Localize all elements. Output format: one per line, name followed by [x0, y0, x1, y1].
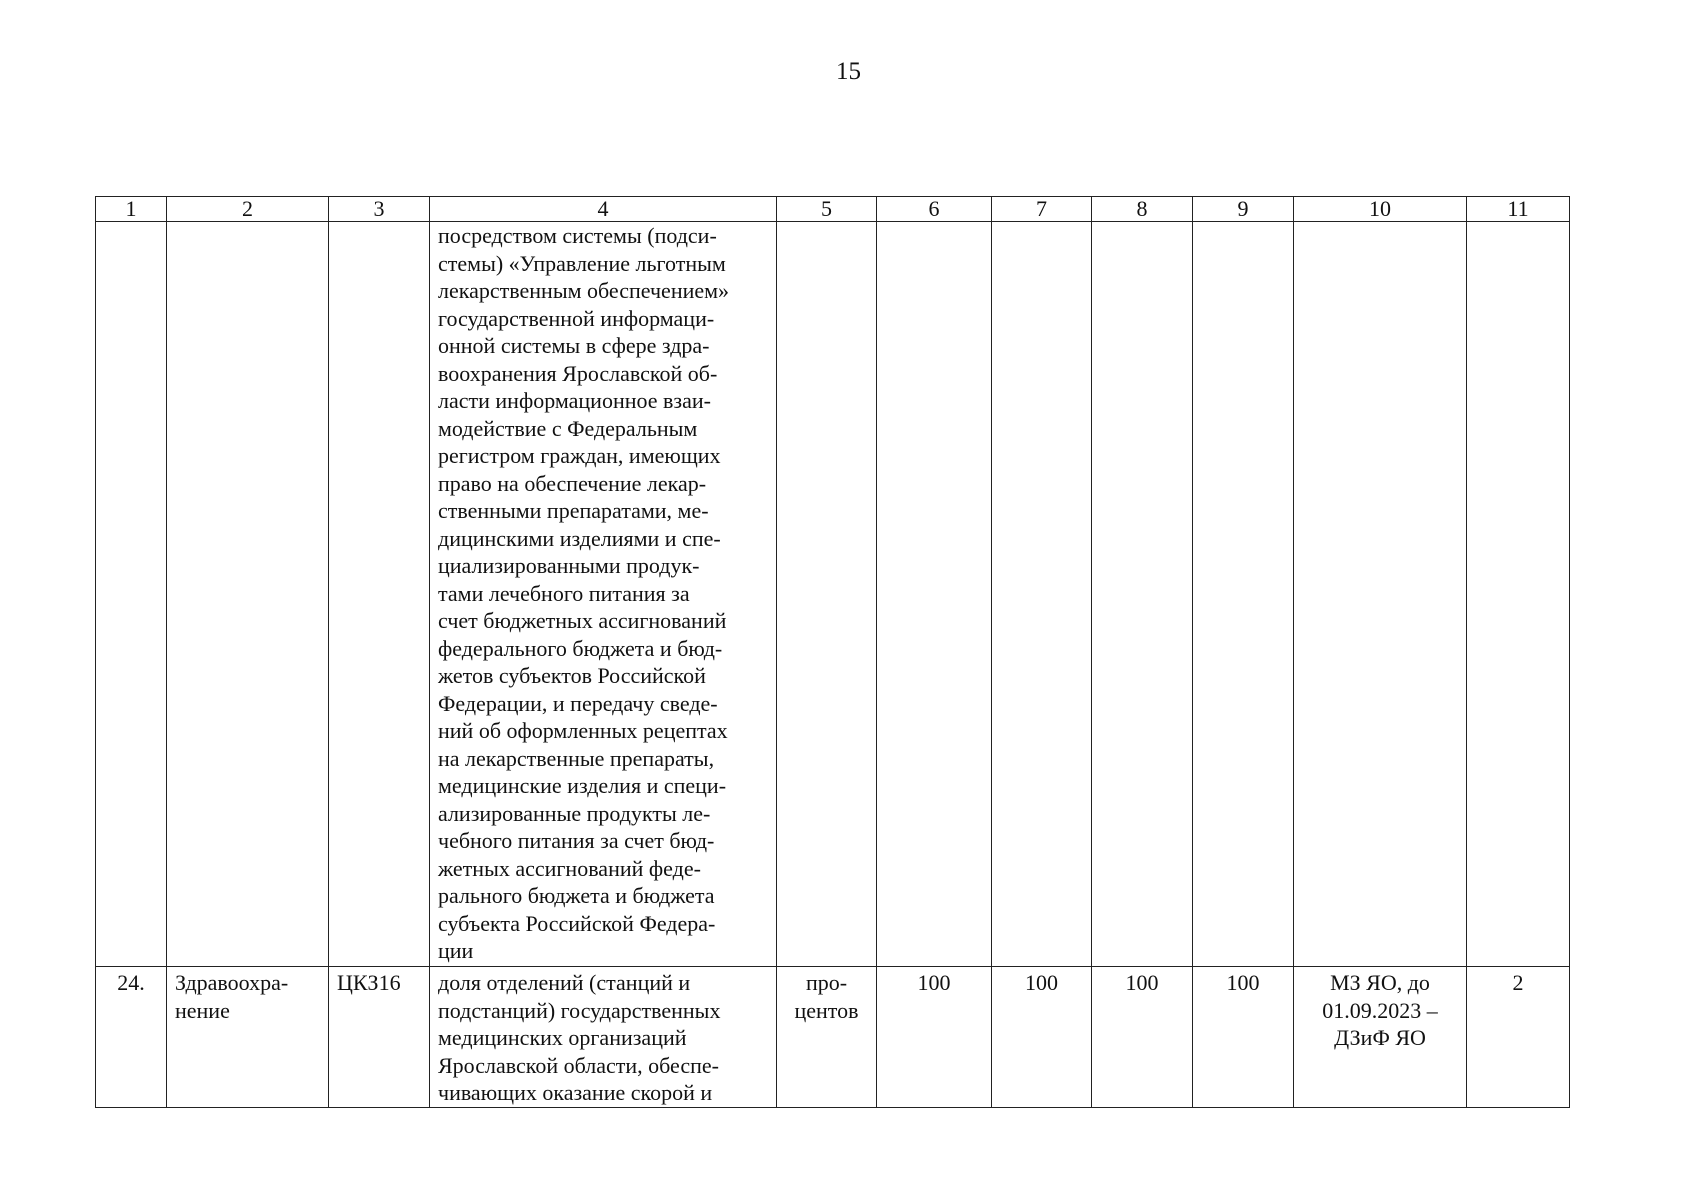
text-line: ний об оформленных рецептах	[438, 718, 728, 743]
header-cell: 2	[167, 197, 329, 222]
text-line: Здравоохра-	[175, 970, 289, 995]
text-line: циализированными продук-	[438, 553, 700, 578]
table-cell	[96, 222, 167, 967]
header-cell: 10	[1294, 197, 1467, 222]
text-line: жетных ассигнований феде-	[438, 855, 701, 881]
header-cell: 1	[96, 197, 167, 222]
header-cell: 7	[992, 197, 1092, 222]
table-row-24	[96, 967, 1570, 1108]
header-cell: 9	[1193, 197, 1294, 222]
table-cell	[1092, 222, 1193, 967]
text-line: стемы) «Управление льготным	[438, 250, 726, 276]
indicator-description-continued	[430, 222, 777, 967]
header-cell: 5	[777, 197, 877, 222]
sector-cell	[167, 967, 329, 1108]
text-line: жетов субъектов Российской	[438, 663, 706, 688]
text-line: чивающих оказание скорой и	[438, 1080, 713, 1105]
value-cell: 2	[1467, 967, 1570, 1108]
text-line: Федерации, и передачу сведе-	[438, 690, 718, 716]
text-line: доля отделений (станций и	[438, 970, 691, 995]
text-line: воохранения Ярославской об-	[438, 360, 718, 386]
value-cell: 100	[992, 967, 1092, 1108]
indicator-description	[430, 967, 777, 1108]
text-line: на лекарственные препараты,	[438, 745, 715, 771]
text-line: посредством системы (подси-	[438, 223, 717, 248]
table-row-continuation	[96, 222, 1570, 967]
text-line: дицинскими изделиями и спе-	[438, 525, 721, 551]
text-line: ласти информационное взаи-	[438, 388, 711, 413]
text-line: медицинских организаций	[438, 1025, 687, 1050]
text-line: подстанций) государственных	[438, 997, 721, 1023]
indicators-table	[95, 196, 1570, 1108]
header-cell: 3	[329, 197, 430, 222]
text-line: центов	[794, 997, 859, 1023]
text-line: модействие с Федеральным	[438, 415, 698, 441]
text-line: нение	[175, 997, 230, 1023]
table-cell	[167, 222, 329, 967]
text-line: рального бюджета и бюджета	[438, 883, 715, 908]
text-line: субъекта Российской Федера-	[438, 910, 716, 936]
text-line: медицинские изделия и специ-	[438, 773, 727, 798]
text-line: лекарственным обеспечением»	[438, 278, 730, 303]
table-cell	[777, 222, 877, 967]
responsible-cell	[1294, 967, 1467, 1108]
text-line: Ярославской области, обеспе-	[438, 1052, 719, 1078]
text-line: чебного питания за счет бюд-	[438, 828, 715, 853]
text-line: ализированные продукты ле-	[438, 800, 711, 826]
header-cell: 4	[430, 197, 777, 222]
text-line: федерального бюджета и бюд-	[438, 635, 723, 661]
text-line: 01.09.2023 –	[1322, 997, 1438, 1023]
text-line: онной системы в сфере здра-	[438, 333, 710, 358]
text-line: тами лечебного питания за	[438, 580, 690, 606]
value-cell: 100	[1092, 967, 1193, 1108]
text-line: ственными препаратами, ме-	[438, 498, 709, 523]
table-header-row	[96, 197, 1570, 222]
header-cell: 6	[877, 197, 992, 222]
text-line: ции	[438, 938, 474, 963]
table-cell	[877, 222, 992, 967]
text-line: ДЗиФ ЯО	[1334, 1025, 1426, 1050]
text-line: регистром граждан, имеющих	[438, 443, 721, 468]
value-cell: 100	[877, 967, 992, 1108]
text-line: государственной информаци-	[438, 305, 715, 331]
table-cell	[1294, 222, 1467, 967]
text-line: МЗ ЯО, до	[1330, 970, 1430, 995]
indicator-code: ЦКЗ16	[329, 967, 430, 1108]
table-cell	[992, 222, 1092, 967]
header-cell: 8	[1092, 197, 1193, 222]
page-number: 15	[836, 58, 861, 85]
text-line: про-	[805, 970, 848, 995]
text-line: счет бюджетных ассигнований	[438, 608, 727, 633]
table-cell	[329, 222, 430, 967]
table-cell	[1467, 222, 1570, 967]
text-line: право на обеспечение лекар-	[438, 470, 707, 496]
row-number: 24.	[96, 967, 167, 1108]
table-cell	[1193, 222, 1294, 967]
unit-cell	[777, 967, 877, 1108]
value-cell: 100	[1193, 967, 1294, 1108]
header-cell: 11	[1467, 197, 1570, 222]
